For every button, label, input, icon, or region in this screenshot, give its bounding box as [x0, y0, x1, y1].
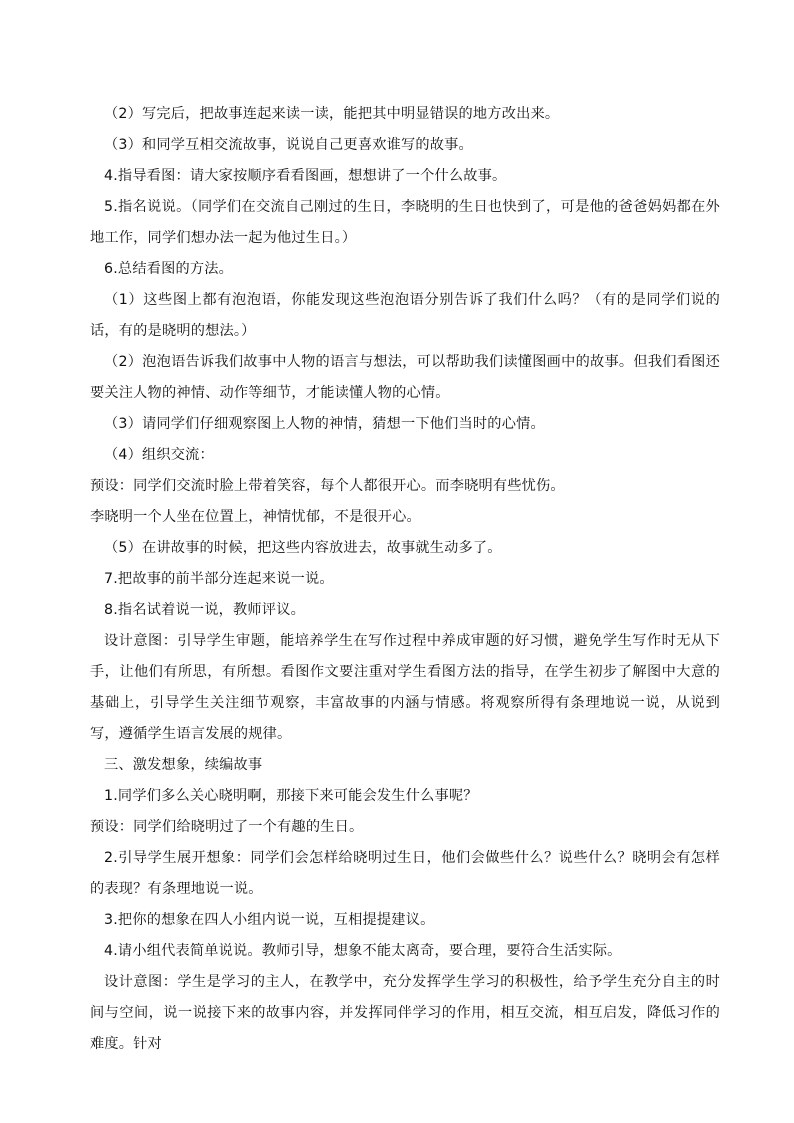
paragraph-6: （1）这些图上都有泡泡语，你能发现这些泡泡语分别告诉了我们什么吗？（有的是同学们说的话，有的是晓明的想法。） [90, 292, 720, 339]
paragraph-7: （2）泡泡语告诉我们故事中人物的语言与想法，可以帮助我们读懂图画中的故事。但我们看图还要关注人物的神情、动作等细节，才能读懂人物的心情。 [90, 354, 720, 401]
paragraph-3: 4.指导看图：请大家按顺序看看图画，想想讲了一个什么故事。 [104, 168, 507, 184]
paragraph-8: （3）请同学们仔细观察图上人物的神情，猜想一下他们当时的心情。 [104, 416, 545, 432]
document-body [90, 99, 720, 1060]
paragraph-9: （4）组织交流： [104, 447, 214, 463]
paragraph-19: 2.引导学生展开想象：同学们会怎样给晓明过生日，他们会做些什么？说些什么？晓明会有怎样的表现？有条理地说一说。 [90, 850, 720, 897]
paragraph-20: 3.把你的想象在四人小组内说一说，互相提提建议。 [104, 912, 435, 928]
paragraph-11: 李晓明一个人坐在位置上，神情忧郁，不是很开心。 [90, 509, 421, 525]
paragraph-13: 7.把故事的前半部分连起来说一说。 [104, 571, 334, 587]
section-heading: 三、激发想象，续编故事 [104, 757, 263, 773]
paragraph-4: 5.指名说说。（同学们在交流自己刚过的生日，李晓明的生日也快到了，可是他的爸爸妈妈都在外地工作，同学们想办法一起为他过生日。） [90, 199, 720, 246]
paragraph-17: 1.同学们多么关心晓明啊，那接下来可能会发生什么事呢？ [104, 788, 478, 804]
paragraph-14: 8.指名试着说一说，教师评议。 [104, 602, 305, 618]
paragraph-1: （2）写完后，把故事连起来读一读，能把其中明显错误的地方改出来。 [104, 106, 560, 122]
paragraph-15: 设计意图：引导学生审题，能培养学生在写作过程中养成审题的好习惯，避免学生写作时无从下手，让他们有所思，有所想。看图作文要注重对学生看图方法的指导，在学生初步了解图中大意的基础上，引导学生关注细节观察，丰富故事的内涵与情感。将观察所得有条理地说一说，从说到写，遵循学生语言发展的规律。 [90, 633, 720, 742]
paragraph-2: （3）和同学互相交流故事，说说自己更喜欢谁写的故事。 [104, 137, 473, 153]
paragraph-21: 4.请小组代表简单说说。教师引导，想象不能太离奇，要合理，要符合生活实际。 [104, 943, 622, 959]
paragraph-18: 预设：同学们给晓明过了一个有趣的生日。 [90, 819, 364, 835]
paragraph-5: 6.总结看图的方法。 [104, 261, 234, 277]
paragraph-12: （5）在讲故事的时候，把这些内容放进去，故事就生动多了。 [104, 540, 502, 556]
paragraph-10: 预设：同学们交流时脸上带着笑容，每个人都很开心。而李晓明有些忧伤。 [90, 478, 565, 494]
paragraph-22: 设计意图：学生是学习的主人，在教学中，充分发挥学生学习的积极性，给予学生充分自主的时间与空间，说一说接下来的故事内容，并发挥同伴学习的作用，相互交流，相互启发，降低习作的难度。针对 [90, 974, 720, 1052]
